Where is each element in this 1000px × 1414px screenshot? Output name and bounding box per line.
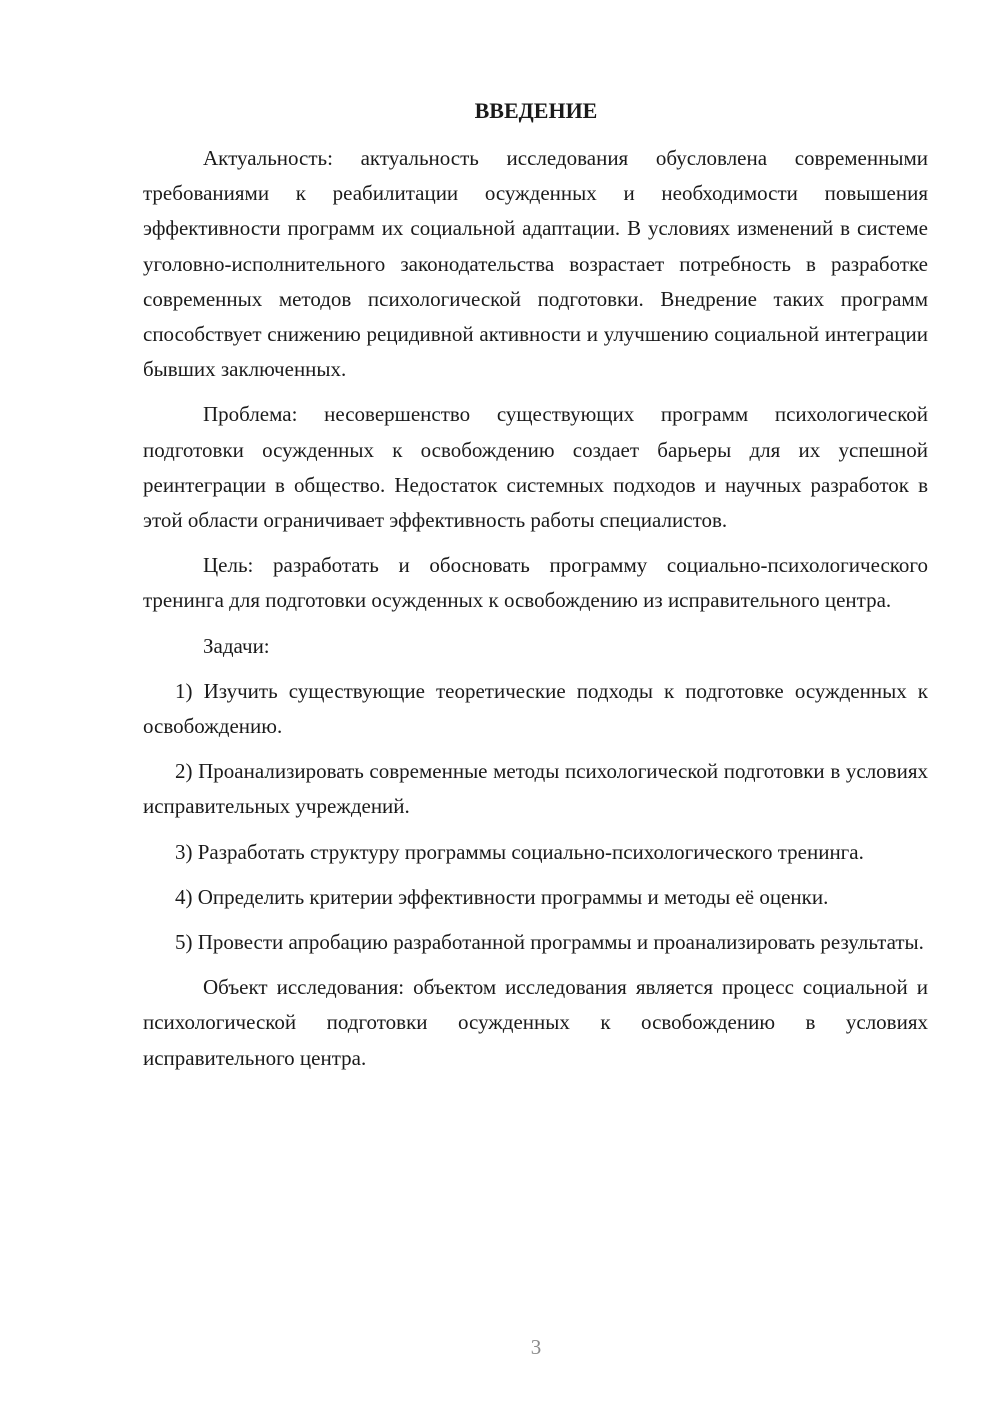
body-text	[143, 141, 928, 1086]
task-item-2: 2) Проанализировать современные методы психологической подготовки в условиях исправительных учреждений.	[143, 759, 928, 819]
task-item-4: 4) Определить критерии эффективности программы и методы её оценки.	[175, 884, 829, 909]
tasks-heading: Задачи:	[203, 633, 270, 658]
paragraph-object: Объект исследования: объектом исследования является процесс социальной и психологической подготовки осужденных к освобождению в условиях исправительного центра.	[143, 975, 928, 1070]
task-item-5: 5) Провести апробацию разработанной программы и проанализировать результаты.	[175, 930, 924, 955]
page-number: 3	[530, 1335, 542, 1359]
paragraph-problem: Проблема: несовершенство существующих программ психологической подготовки осужденных к освобождению создает барьеры для их успешной реинтеграции в общество. Недостаток системных подходов и научных разработок в этой области ограничивает эффективность работы специалистов.	[143, 402, 928, 533]
task-item-1: 1) Изучить существующие теоретические подходы к подготовке осужденных к освобождению.	[143, 678, 928, 739]
paragraph-goal: Цель: разработать и обосновать программу социально-психологического тренинга для подготовки осужденных к освобождению из исправительного центра.	[143, 553, 928, 613]
task-item-3: 3) Разработать структуру программы социально-психологического тренинга.	[175, 839, 864, 864]
paragraph-relevance: Актуальность: актуальность исследования обусловлена современными требованиями к реабилитации осужденных и необходимости повышения эффективности программ их социальной адаптации. В условиях изменений в системе уголовно-исполнительного законодательства возрастает потребность в разработке современных методов психологической подготовки. Внедрение таких программ способствует снижению рецидивной активности и улучшению социальной интеграции бывших заключенных.	[143, 146, 928, 382]
page-title: ВВЕДЕНИЕ	[474, 98, 598, 123]
